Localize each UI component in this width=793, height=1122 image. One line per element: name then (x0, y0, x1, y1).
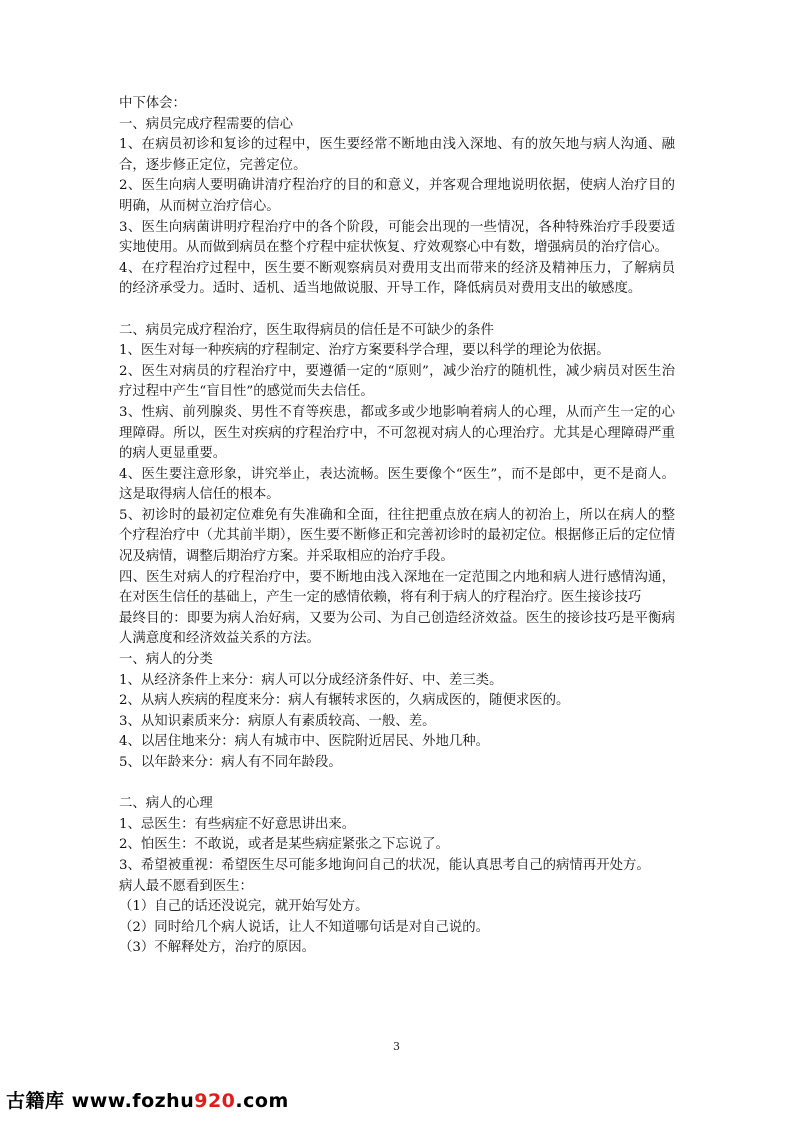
list-item: 3、希望被重视：希望医生尽可能多地询问自己的状况，能认真思考自己的病情再开处方。 (119, 857, 650, 873)
section-heading: 二、病员完成疗程治疗，医生取得病员的信任是不可缺少的条件 (119, 322, 494, 338)
list-item: （3）不解释处方，治疗的原因。 (119, 940, 315, 956)
list-item: 2、怕医生：不敢说，或者是某些病症紧张之下忘说了。 (119, 837, 449, 853)
list-item: 5、以年龄来分：病人有不同年龄段。 (119, 755, 342, 770)
section-heading: 二、病人的心理 (119, 796, 213, 812)
watermark-url-number: 920 (194, 1090, 236, 1112)
paragraph: 5、初诊时的最初定位难免有失准确和全面，往往把重点放在病人的初治上，所以在病人的整个疗程治疗中（尤其前半期），医生要不断修正和完善初诊时的最初定位。根据修正后的定位情况及病情，调整后期治疗方案。并采取相应的治疗手段。 (119, 507, 675, 565)
document-body (119, 94, 675, 959)
paragraph: 最终目的：即要为病人治好病，又要为公司、为自己创造经济效益。医生的接诊技巧是平衡病人满意度和经济效益关系的方法。 (119, 610, 675, 647)
list-item: （1）自己的话还没说完，就开始写处方。 (119, 899, 369, 915)
list-item: 1、忌医生：有些病症不好意思讲出来。 (119, 816, 356, 832)
section-heading: 一、病人的分类 (119, 652, 213, 668)
watermark-site-name: 古籍库 (6, 1090, 65, 1112)
list-item: 4、以居住地来分：病人有城市中、医院附近居民、外地几种。 (119, 734, 490, 750)
paragraph: 1、在病员初诊和复诊的过程中，医生要经常不断地由浅入深地、有的放矢地与病人沟通、融合，逐步修正定位，完善定位。 (119, 137, 675, 173)
blank-line (119, 774, 675, 795)
list-item: 2、从病人疾病的程度来分：病人有辗转求医的，久病成医的，随便求医的。 (119, 693, 570, 709)
watermark-url-suffix: .com (235, 1090, 289, 1112)
sub-heading: 病人最不愿看到医生： (119, 878, 253, 894)
heading-intro: 中下体会： (119, 96, 186, 111)
list-item: （2）同时给几个病人说话，让人不知道哪句话是对自己说的。 (119, 919, 490, 935)
list-item: 3、从知识素质来分：病原人有素质较高、一般、差。 (119, 713, 436, 729)
page-number: 3 (393, 1040, 400, 1053)
paragraph: 4、在疗程治疗过程中，医生要不断观察病员对费用支出而带来的经济及精神压力，了解病员的经济承受力。适时、适机、适当地做说服、开导工作，降低病员对费用支出的敏感度。 (119, 260, 675, 297)
paragraph: 2、医生向病人要明确讲清疗程治疗的目的和意义，并客观合理地说明依据，使病人治疗目的明确，从而树立治疗信心。 (119, 178, 675, 214)
paragraph: 四、医生对病人的疗程治疗中，要不断地由浅入深地在一定范围之内地和病人进行感情沟通，在对医生信任的基础上，产生一定的感情依赖，将有利于病人的疗程治疗。医生接诊技巧 (119, 569, 675, 606)
watermark (6, 1086, 289, 1113)
paragraph: 4、医生要注意形象，讲究举止，表达流畅。医生要像个“医生”，而不是郎中，更不是商人。这是取得病人信任的根本。 (119, 466, 675, 503)
paragraph: 1、医生对每一种疾病的疗程制定、治疗方案要科学合理，要以科学的理论为依据。 (119, 343, 610, 359)
paragraph: 2、医生对病员的疗程治疗中，要遵循一定的“原则”，减少治疗的随机性，减少病员对医生治疗过程中产生“盲目性”的感觉而失去信任。 (119, 363, 675, 400)
watermark-url-prefix: www.fozhu (71, 1090, 195, 1112)
list-item: 1、从经济条件上来分：病人可以分成经济条件好、中、差三类。 (119, 672, 503, 688)
section-heading: 一、病员完成疗程需要的信心 (119, 116, 294, 132)
blank-line (119, 300, 675, 321)
paragraph: 3、医生向病菌讲明疗程治疗中的各个阶段，可能会出现的一些情况，各种特殊治疗手段要适实地使用。从而做到病员在整个疗程中症状恢复、疗效观察心中有数，增强病员的治疗信心。 (119, 219, 675, 256)
paragraph: 3、性病、前列腺炎、男性不育等疾患，都或多或少地影响着病人的心理，从而产生一定的心理障碍。所以，医生对疾病的疗程治疗中，不可忽视对病人的心理治疗。尤其是心理障碍严重的病人更显重要。 (119, 404, 675, 462)
